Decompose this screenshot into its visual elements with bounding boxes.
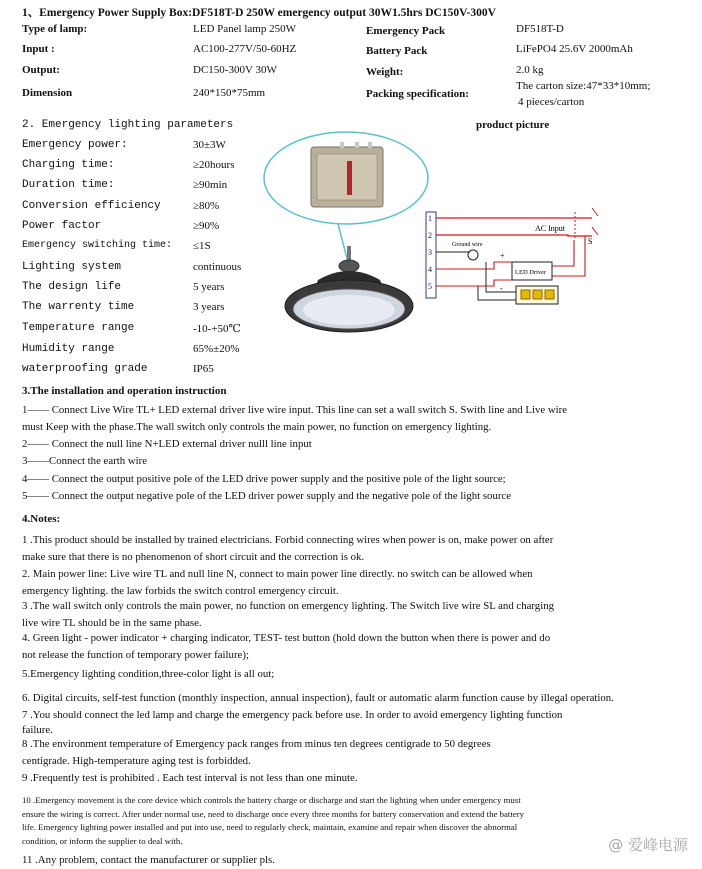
note-5: 5.Emergency lighting condition,three-color light is all out; <box>22 668 275 680</box>
note-1: 1 .This product should be installed by trained electricians. Forbid connecting wires when power is on, make power on after make sure that there is no phenomenon of short circuit and the correction is ok. <box>22 534 554 563</box>
param-label: Power factor <box>22 220 102 232</box>
note-4: 4. Green light - power indicator + charging indicator, TEST- test button (hold down the button when there is power and do not release the function of temporary power failure); <box>22 632 551 661</box>
param-label: The design life <box>22 281 122 293</box>
spec-value-packing-line2: 4 pieces/carton <box>518 96 585 108</box>
terminal-1: 1 <box>428 214 432 223</box>
param-value: ≥90min <box>193 179 228 191</box>
instruction-1: 1—— Connect Live Wire TL+ LED external driver live wire input. This line can set a wall switch S. Swith line and Live wire must Keep with the phase.The wall switch only controls the main power, no function on emergency lighting. <box>22 404 568 433</box>
spec-value-lamp-type: LED Panel lamp 250W <box>193 23 296 35</box>
param-label: The warrenty time <box>22 301 135 313</box>
param-label: Temperature range <box>22 322 135 334</box>
section2-title: 2. Emergency lighting parameters <box>22 119 234 131</box>
spec-value-input: AC100-277V/50-60HZ <box>193 43 297 55</box>
terminal-3: 3 <box>428 248 432 257</box>
spec-label-dimension: Dimension <box>22 87 73 99</box>
param-label: Conversion efficiency <box>22 200 161 212</box>
spec-value-packing-line1: The carton size:47*33*10mm; <box>516 80 651 92</box>
param-value: 3 years <box>193 301 225 313</box>
spec-value-dimension: 240*150*75mm <box>193 87 266 99</box>
note-8: 8 .The environment temperature of Emergency pack ranges from minus ten degrees centigrade to 50 degrees centigrade. High-temperature aging test is forbidded. <box>22 738 491 767</box>
section4-title: 4.Notes: <box>22 513 61 525</box>
param-label: Humidity range <box>22 343 115 355</box>
instruction-4: 4—— Connect the output positive pole of the LED drive power supply and the positive pole of the light source; <box>22 473 506 485</box>
spec-label-weight: Weight: <box>366 66 404 78</box>
spec-label-packing: Packing specification: <box>366 88 469 100</box>
note-9: 9 .Frequently test is prohibited . Each test interval is not less than one minute. <box>22 772 358 784</box>
param-value: IP65 <box>193 363 214 375</box>
emergency-box-image <box>264 132 428 224</box>
product-picture-title: product picture <box>476 119 550 131</box>
ground-wire-label: Ground wire <box>452 242 483 248</box>
ac-input-label: AC Input <box>535 224 565 233</box>
instruction-3: 3——Connect the earth wire <box>22 455 148 467</box>
connector-line <box>338 224 348 262</box>
note-6: 6. Digital circuits, self-test function (monthly inspection, annual inspection), fault or automatic alarm function cause by illegal operation. <box>22 692 614 704</box>
param-value: 5 years <box>193 281 225 293</box>
terminal-4: 4 <box>428 265 432 274</box>
plus-sign: + <box>500 251 505 260</box>
note-7: 7 .You should connect the led lamp and charge the emergency pack before use. In order to avoid emergency lighting function failure. <box>22 709 563 736</box>
terminal-2: 2 <box>428 231 432 240</box>
spec-label-lamp-type: Type of lamp: <box>22 23 88 35</box>
param-label: Lighting system <box>22 261 122 273</box>
param-value: ≥80% <box>193 200 220 212</box>
param-label: waterproofing grade <box>22 363 148 375</box>
note-2: 2. Main power line: Live wire TL and null line N, connect to main power line directly. no switch can be allowed when emergency lighting. the law forbids the switch control emergency circuit. <box>22 568 533 597</box>
param-value: ≤1S <box>193 240 211 252</box>
note-10: 10 .Emergency movement is the core device which controls the battery charge or discharge and start the lighting when under emergency must ensure the wiring is correct. After under normal use, need to discharge once every three months for battery conservation and extend the battery life. Emergency lighting power installed and put into use, need to regularly check, maintain, examine and repair when discover the abnormal condition, or inform the supplier to deal with. <box>22 795 525 846</box>
spec-label-input: Input : <box>22 43 55 55</box>
param-value: 65%±20% <box>193 343 240 355</box>
note-11: 11 .Any problem, contact the manufacturer or supplier pls. <box>22 854 275 866</box>
watermark: @ 爱峰电源 <box>608 836 688 854</box>
spec-value-weight: 2.0 kg <box>516 64 544 76</box>
switch-s-label: S <box>588 237 593 246</box>
section1-title: 1、Emergency Power Supply Box:DF518T-D 250W emergency output 30W1.5hrs DC150V-300V <box>22 7 496 19</box>
spec-label-emergency-pack: Emergency Pack <box>366 25 446 37</box>
product-illustration <box>0 0 702 400</box>
param-label: Charging time: <box>22 159 115 171</box>
param-value: ≥20hours <box>193 159 235 171</box>
note-3: 3 .The wall switch only controls the main power, no function on emergency lighting. The Switch live wire SL and charging live wire TL should be in the same phase. <box>22 600 555 629</box>
spec-value-emergency-pack: DF518T-D <box>516 23 564 35</box>
spec-label-battery-pack: Battery Pack <box>366 45 428 57</box>
minus-sign: - <box>500 284 503 293</box>
param-label: Emergency power: <box>22 139 128 151</box>
led-driver-label: LED Driver <box>515 269 547 276</box>
param-label: Duration time: <box>22 179 115 191</box>
spec-value-battery-pack: LiFePO4 25.6V 2000mAh <box>516 43 633 55</box>
instruction-2: 2—— Connect the null line N+LED external driver nulll line input <box>22 438 312 450</box>
param-value: 30±3W <box>193 139 226 151</box>
spec-label-output: Output: <box>22 64 60 76</box>
instruction-5: 5—— Connect the output negative pole of the LED driver power supply and the negative pole of the light source <box>22 490 512 502</box>
section3-title: 3.The installation and operation instruction <box>22 385 227 397</box>
spec-value-output: DC150-300V 30W <box>193 64 277 76</box>
terminal-5: 5 <box>428 282 432 291</box>
highbay-lamp-image <box>285 246 413 332</box>
wiring-diagram <box>426 208 598 304</box>
param-value: ≥90% <box>193 220 220 232</box>
param-value: -10-+50℃ <box>193 323 241 335</box>
param-value: continuous <box>193 261 242 273</box>
param-label: Emergency switching time: <box>22 240 173 251</box>
